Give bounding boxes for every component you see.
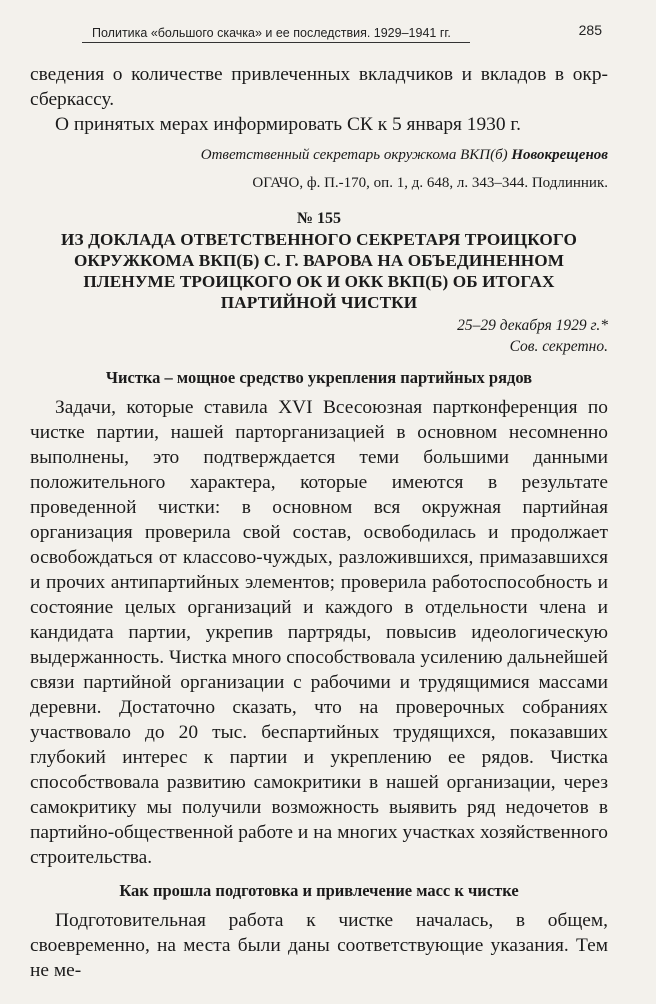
archive-source: ОГАЧО, ф. П.-170, оп. 1, д. 648, л. 343–344. Подлинник.: [252, 175, 608, 191]
section-paragraph-purge: Задачи, которые ставила XVI Всесоюзная партконференция по чистке партии, нашей парторганизацией в основном несомненно выполнены, это подтверждается теми большими данными положительного характера, которые имеются в результате проведенной чистки: в основном вся окружная партийная организация проверила свой состав, освободилась и продолжает освобождаться от классово-чуждых, разложившихся, примазавшихся и прочих антипартийных элементов; проверила работоспособность и состояние целых организаций и каждого в отдельности члена и кандидата партии, укрепив партряды, повысив идеологическую выдержанность. Чистка много способствовала усилению дальнейшей связи партийной организации с рабочими и трудящимися массами деревни. Достаточно сказать, что на проверочных собраниях участвовало до 20 тыс. беспартийных трудящихся, показавших глубокий интерес к партии и укреплению ее рядов. Чистка способствовала развитию самокритики в нашей организации, через самокритику мы получили возможность выявить ряд недочетов в партийно-общественной работе и на многих участках хозяйственного строительства.: [30, 397, 608, 868]
document-date: 25–29 декабря 1929 г.*: [457, 317, 608, 334]
section-heading-preparation: Как прошла подготовка и привлечение масс к чистке: [119, 881, 519, 900]
document-title: ИЗ ДОКЛАДА ОТВЕТСТВЕННОГО СЕКРЕТАРЯ ТРОИЦКОГО ОКРУЖКОМА ВКП(Б) С. Г. ВАРОВА НА ОБЪЕДИНЕННОМ ПЛЕНУМЕ ТРОИЦКОГО ОК И ОКК ВКП(Б) ОБ ИТОГАХ ПАРТИЙНОЙ ЧИСТКИ: [61, 230, 577, 312]
signature-line: [30, 145, 608, 165]
page-content: [30, 62, 608, 983]
header-rule: [82, 42, 470, 43]
signature-role: Ответственный секретарь окружкома ВКП(б): [200, 147, 508, 163]
section-heading-purge: Чистка – мощное средство укрепления партийных рядов: [105, 368, 533, 387]
page-number: 285: [578, 22, 602, 38]
running-header-title: Политика «большого скачка» и ее последствия. 1929–1941 гг.: [92, 26, 451, 40]
document-classification: Сов. секретно.: [509, 338, 608, 355]
document-number: № 155: [296, 210, 342, 227]
lead-instruction: О принятых мерах информировать СК к 5 января 1930 г.: [55, 114, 522, 135]
signature-name: Новокрещенов: [511, 147, 608, 163]
section-paragraph-preparation: Подготовительная работа к чистке началась, в общем, своевременно, на места были даны соответствующие указания. Тем не ме-: [30, 910, 608, 981]
lead-paragraph: сведения о количестве привлеченных вкладчиков и вкладов в окр-сберкассу.: [30, 64, 608, 110]
running-header: [82, 22, 602, 44]
